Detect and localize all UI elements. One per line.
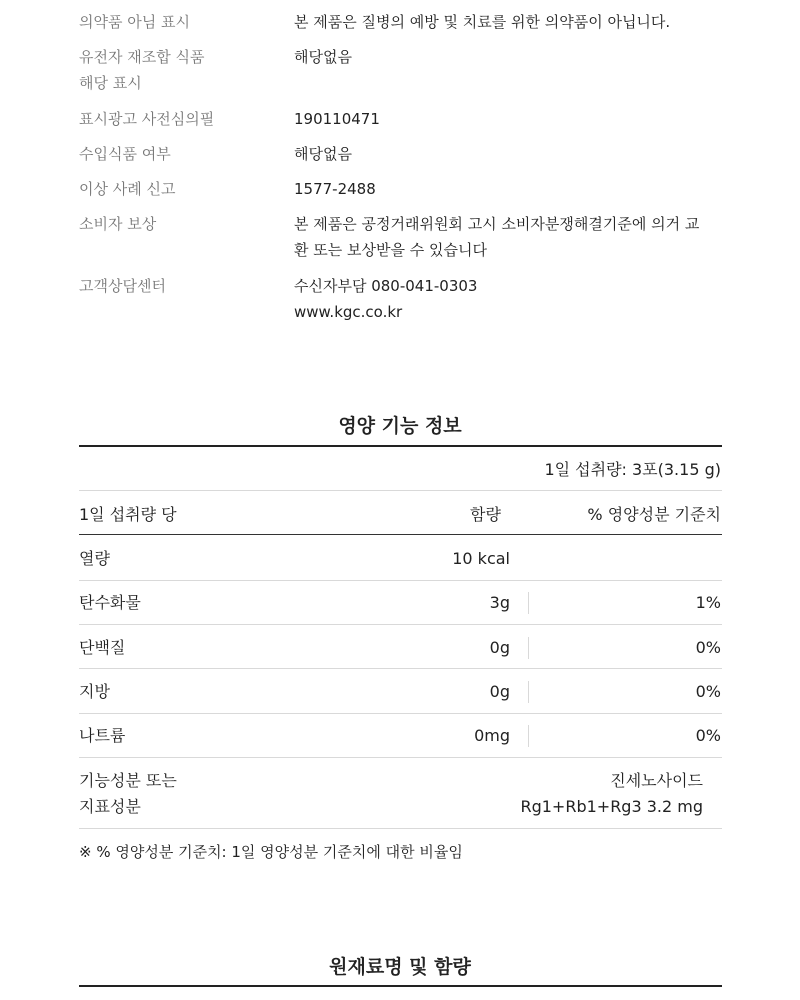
- nutrient-daily-value: 1%: [695, 593, 721, 612]
- info-label-ad-review: 표시광고 사전심의필: [79, 110, 215, 128]
- info-label-imported: 수입식품 여부: [79, 145, 171, 163]
- nutrient-name: 단백질: [79, 638, 126, 657]
- info-value-customer-center: 수신자부담 080-041-0303 www.kgc.co.kr: [294, 277, 478, 321]
- info-label-not-medicine: 의약품 아님 표시: [79, 13, 190, 31]
- functional-ingredient-value: 진세노사이드 Rg1+Rb1+Rg3 3.2 mg: [520, 771, 703, 816]
- functional-ingredient-label: 기능성분 또는 지표성분: [79, 771, 177, 816]
- divider: [79, 757, 722, 758]
- divider: [79, 668, 722, 669]
- nutrient-amount: 10 kcal: [452, 549, 510, 568]
- nutrient-amount: 0g: [489, 682, 510, 701]
- divider: [79, 624, 722, 625]
- info-value-not-medicine: 본 제품은 질병의 예방 및 치료를 위한 의약품이 아닙니다.: [294, 13, 671, 31]
- info-label-customer-center: 고객상담센터: [79, 277, 166, 295]
- column-separator: [528, 637, 529, 659]
- info-label-adverse-report: 이상 사례 신고: [79, 180, 176, 198]
- header-per-serving: 1일 섭취량 당: [79, 505, 177, 524]
- nutrient-name: 나트륨: [79, 726, 126, 745]
- nutrient-amount: 3g: [489, 593, 510, 612]
- divider: [79, 828, 722, 829]
- nutrient-daily-value: 0%: [695, 726, 721, 745]
- info-label-gmo: 유전자 재조합 식품 해당 표시: [79, 48, 205, 92]
- info-value-compensation: 본 제품은 공정거래위원회 고시 소비자분쟁해결기준에 의거 교 환 또는 보상받을 수 있습니다: [294, 215, 700, 259]
- info-label-compensation: 소비자 보상: [79, 215, 157, 233]
- nutrient-name: 탄수화물: [79, 593, 141, 612]
- nutrient-daily-value: 0%: [695, 682, 721, 701]
- header-daily-value: % 영양성분 기준치: [587, 505, 721, 524]
- nutrition-top-rule: [79, 445, 722, 447]
- header-amount: 함량: [470, 505, 501, 524]
- divider: [79, 490, 722, 491]
- column-separator: [528, 725, 529, 747]
- serving-size: 1일 섭취량: 3포(3.15 g): [544, 460, 721, 479]
- nutrient-name: 열량: [79, 549, 110, 568]
- ingredients-title: 원재료명 및 함량: [329, 956, 471, 978]
- nutrient-amount: 0mg: [474, 726, 510, 745]
- info-value-gmo: 해당없음: [294, 48, 352, 66]
- column-separator: [528, 681, 529, 703]
- nutrient-daily-value: 0%: [695, 638, 721, 657]
- info-value-adverse-report: 1577-2488: [294, 180, 376, 198]
- divider: [79, 580, 722, 581]
- ingredients-top-rule: [79, 985, 722, 987]
- column-separator: [528, 592, 529, 614]
- nutrient-amount: 0g: [489, 638, 510, 657]
- info-value-imported: 해당없음: [294, 145, 352, 163]
- nutrition-title: 영양 기능 정보: [338, 415, 462, 437]
- divider: [79, 713, 722, 714]
- info-value-ad-review: 190110471: [294, 110, 380, 128]
- daily-value-footnote: ※ % 영양성분 기준치: 1일 영양성분 기준치에 대한 비율임: [79, 843, 463, 861]
- nutrient-name: 지방: [79, 682, 110, 701]
- header-rule: [79, 534, 722, 535]
